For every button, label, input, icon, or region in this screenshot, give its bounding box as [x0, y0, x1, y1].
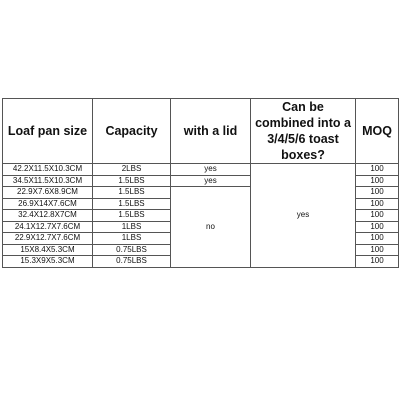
- cell-size: 42.2X11.5X10.3CM: [3, 164, 93, 176]
- cell-moq: 100: [356, 221, 399, 233]
- header-loaf-pan-size: Loaf pan size: [3, 99, 93, 164]
- header-row: [3, 99, 399, 164]
- cell-moq: 100: [356, 233, 399, 245]
- cell-size: 34.5X11.5X10.3CM: [3, 175, 93, 187]
- cell-size: 22.9X12.7X7.6CM: [3, 233, 93, 245]
- header-combinable: Can be combined into a 3/4/5/6 toast boxes?: [251, 99, 356, 164]
- cell-moq: 100: [356, 244, 399, 256]
- header-moq: MOQ: [356, 99, 399, 164]
- cell-capacity: 1.5LBS: [93, 175, 171, 187]
- cell-capacity: 2LBS: [93, 164, 171, 176]
- cell-capacity: 0.75LBS: [93, 244, 171, 256]
- header-capacity: Capacity: [93, 99, 171, 164]
- cell-moq: 100: [356, 198, 399, 210]
- cell-size: 15.3X9X5.3CM: [3, 256, 93, 268]
- cell-capacity: 1LBS: [93, 221, 171, 233]
- cell-lid-merged: no: [171, 187, 251, 268]
- cell-size: 15X8.4X5.3CM: [3, 244, 93, 256]
- cell-capacity: 1.5LBS: [93, 198, 171, 210]
- table-row: [3, 164, 399, 176]
- cell-combinable-merged: yes: [251, 164, 356, 268]
- cell-moq: 100: [356, 164, 399, 176]
- cell-moq: 100: [356, 256, 399, 268]
- header-with-lid: with a lid: [171, 99, 251, 164]
- cell-capacity: 1.5LBS: [93, 187, 171, 199]
- cell-moq: 100: [356, 210, 399, 222]
- cell-capacity: 1.5LBS: [93, 210, 171, 222]
- cell-lid: yes: [171, 175, 251, 187]
- cell-lid: yes: [171, 164, 251, 176]
- cell-size: 24.1X12.7X7.6CM: [3, 221, 93, 233]
- cell-size: 26.9X14X7.6CM: [3, 198, 93, 210]
- loaf-pan-spec-table: [2, 98, 399, 268]
- cell-moq: 100: [356, 187, 399, 199]
- cell-size: 22.9X7.6X8.9CM: [3, 187, 93, 199]
- cell-capacity: 0.75LBS: [93, 256, 171, 268]
- cell-moq: 100: [356, 175, 399, 187]
- cell-size: 32.4X12.8X7CM: [3, 210, 93, 222]
- cell-capacity: 1LBS: [93, 233, 171, 245]
